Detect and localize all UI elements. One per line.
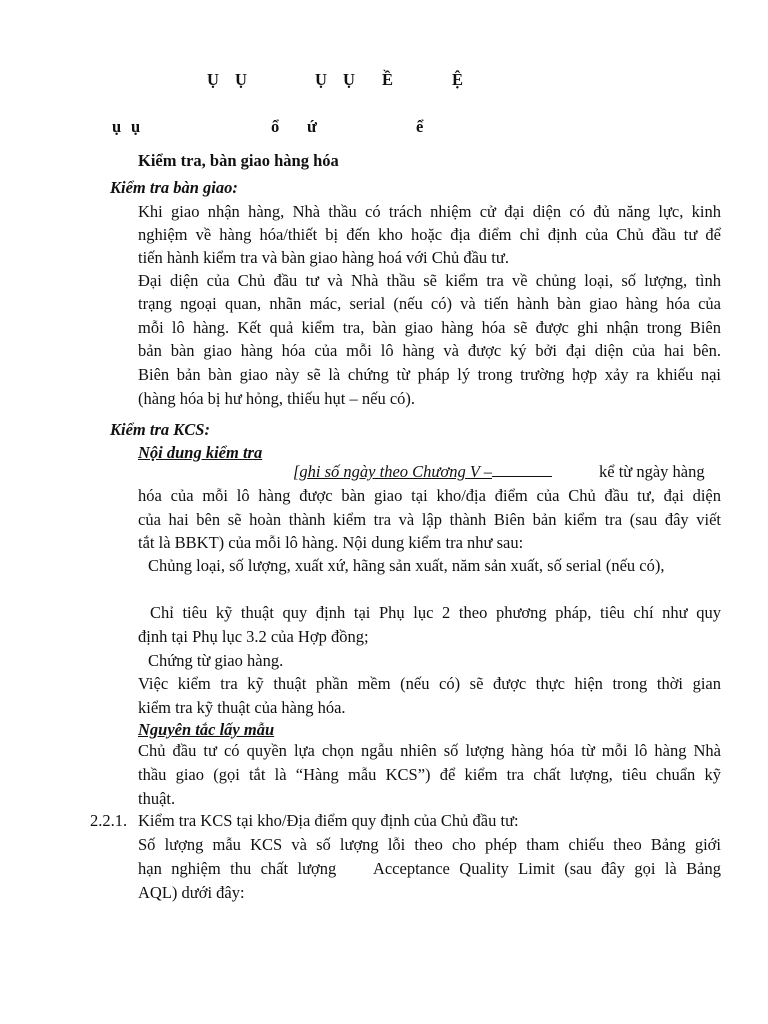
kcs-item-2-line: Chỉ tiêu kỹ thuật quy định tại Phụ lục 2 theo phương pháp, tiêu chí như quy — [150, 603, 721, 622]
kcs-line: tắt là BBKT) của mỗi lô hàng. Nội dung kiểm tra như sau: — [138, 533, 524, 552]
kcs-item-2-line: định tại Phụ lục 3.2 của Hợp đồng; — [138, 627, 369, 646]
kcs-placeholder-blank — [492, 462, 552, 477]
subsection-line: Số lượng mẫu KCS và số lượng lỗi theo cho phép tham chiếu theo Bảng giới — [138, 835, 721, 854]
kcs-item-3: Chứng từ giao hàng. — [148, 651, 284, 670]
sampling-line: Chủ đầu tư có quyền lựa chọn ngẫu nhiên số lượng hàng hóa từ mỗi lô hàng Nhà — [138, 741, 721, 760]
kcs-content-heading: Nội dung kiểm tra — [138, 443, 263, 462]
handover-line: trạng ngoại quan, nhãn mác, serial (nếu có) và tiến hành bàn giao hàng hóa của — [138, 294, 721, 313]
subtitle-mark-4: ứ — [307, 117, 317, 136]
subtitle-mark-1: ụ — [112, 117, 122, 136]
handover-line: Khi giao nhận hàng, Nhà thầu có trách nhiệm cử đại diện có đủ năng lực, kinh — [138, 202, 721, 221]
title-mark-2: Ụ — [235, 70, 247, 89]
section-heading: Kiểm tra, bàn giao hàng hóa — [138, 151, 339, 170]
kcs-after-placeholder: kể từ ngày hàng — [599, 462, 705, 481]
handover-line: (hàng hóa bị hư hỏng, thiếu hụt – nếu có). — [138, 389, 416, 408]
kcs-heading: Kiểm tra KCS: — [110, 420, 210, 439]
handover-line: Đại diện của Chủ đầu tư và Nhà thầu sẽ kiểm tra về chủng loại, số lượng, tình — [138, 271, 721, 290]
title-mark-4: Ụ — [343, 70, 355, 89]
subsection-line: hạn nghiệm thu chất lượng Acceptance Quality Limit (sau đây gọi là Bảng — [138, 859, 721, 878]
sampling-heading: Nguyên tắc lấy mẫu — [138, 720, 275, 739]
subtitle-mark-3: ổ — [271, 117, 280, 136]
kcs-software-line: Việc kiểm tra kỹ thuật phần mềm (nếu có) sẽ được thực hiện trong thời gian — [138, 674, 721, 693]
subsection-number: 2.2.1. — [90, 811, 128, 830]
kcs-line: của hai bên sẽ hoàn thành kiểm tra và lập thành Biên bản kiểm tra (sau đây viết — [138, 510, 721, 529]
kcs-item-1: Chủng loại, số lượng, xuất xứ, hãng sản xuất, năm sản xuất, số serial (nếu có), — [148, 556, 665, 575]
handover-line: bản bàn giao hàng hóa của mỗi lô hàng và được ký bởi đại diện của hai bên. — [138, 341, 721, 360]
title-mark-5: Ề — [382, 70, 394, 89]
handover-line: nghiệm về hàng hóa/thiết bị đến kho hoặc địa điểm chỉ định của Chủ đầu tư để — [138, 225, 721, 244]
kcs-placeholder-text: [ghi số ngày theo Chương V – — [293, 462, 492, 481]
handover-heading: Kiểm tra bàn giao: — [110, 178, 238, 197]
kcs-line: hóa của mỗi lô hàng được bàn giao tại kho/địa điểm của Chủ đầu tư, đại diện — [138, 486, 721, 505]
subtitle-mark-5: ể — [416, 117, 424, 136]
subsection-line: AQL) dưới đây: — [138, 883, 245, 902]
handover-line: tiến hành kiểm tra và bàn giao hàng hoá với Chủ đầu tư. — [138, 248, 509, 267]
sampling-line: thầu giao (gọi tắt là “Hàng mẫu KCS”) để kiểm tra chất lượng, tiêu chuẩn kỹ — [138, 765, 721, 784]
subtitle-mark-2: ụ — [131, 117, 141, 136]
kcs-placeholder — [293, 462, 552, 482]
subsection-heading: Kiểm tra KCS tại kho/Địa điểm quy định của Chủ đầu tư: — [138, 811, 519, 830]
title-mark-1: Ụ — [207, 70, 219, 89]
handover-line: Biên bản bàn giao này sẽ là chứng từ pháp lý trong trường hợp xảy ra khiếu nại — [138, 365, 721, 384]
title-mark-3: Ụ — [315, 70, 327, 89]
sampling-line: thuật. — [138, 789, 176, 808]
title-mark-6: Ệ — [452, 70, 464, 89]
kcs-software-line: kiểm tra kỹ thuật của hàng hóa. — [138, 698, 346, 717]
handover-line: mỗi lô hàng. Kết quả kiểm tra, bàn giao hàng hóa sẽ được ghi nhận trong Biên — [138, 318, 721, 337]
